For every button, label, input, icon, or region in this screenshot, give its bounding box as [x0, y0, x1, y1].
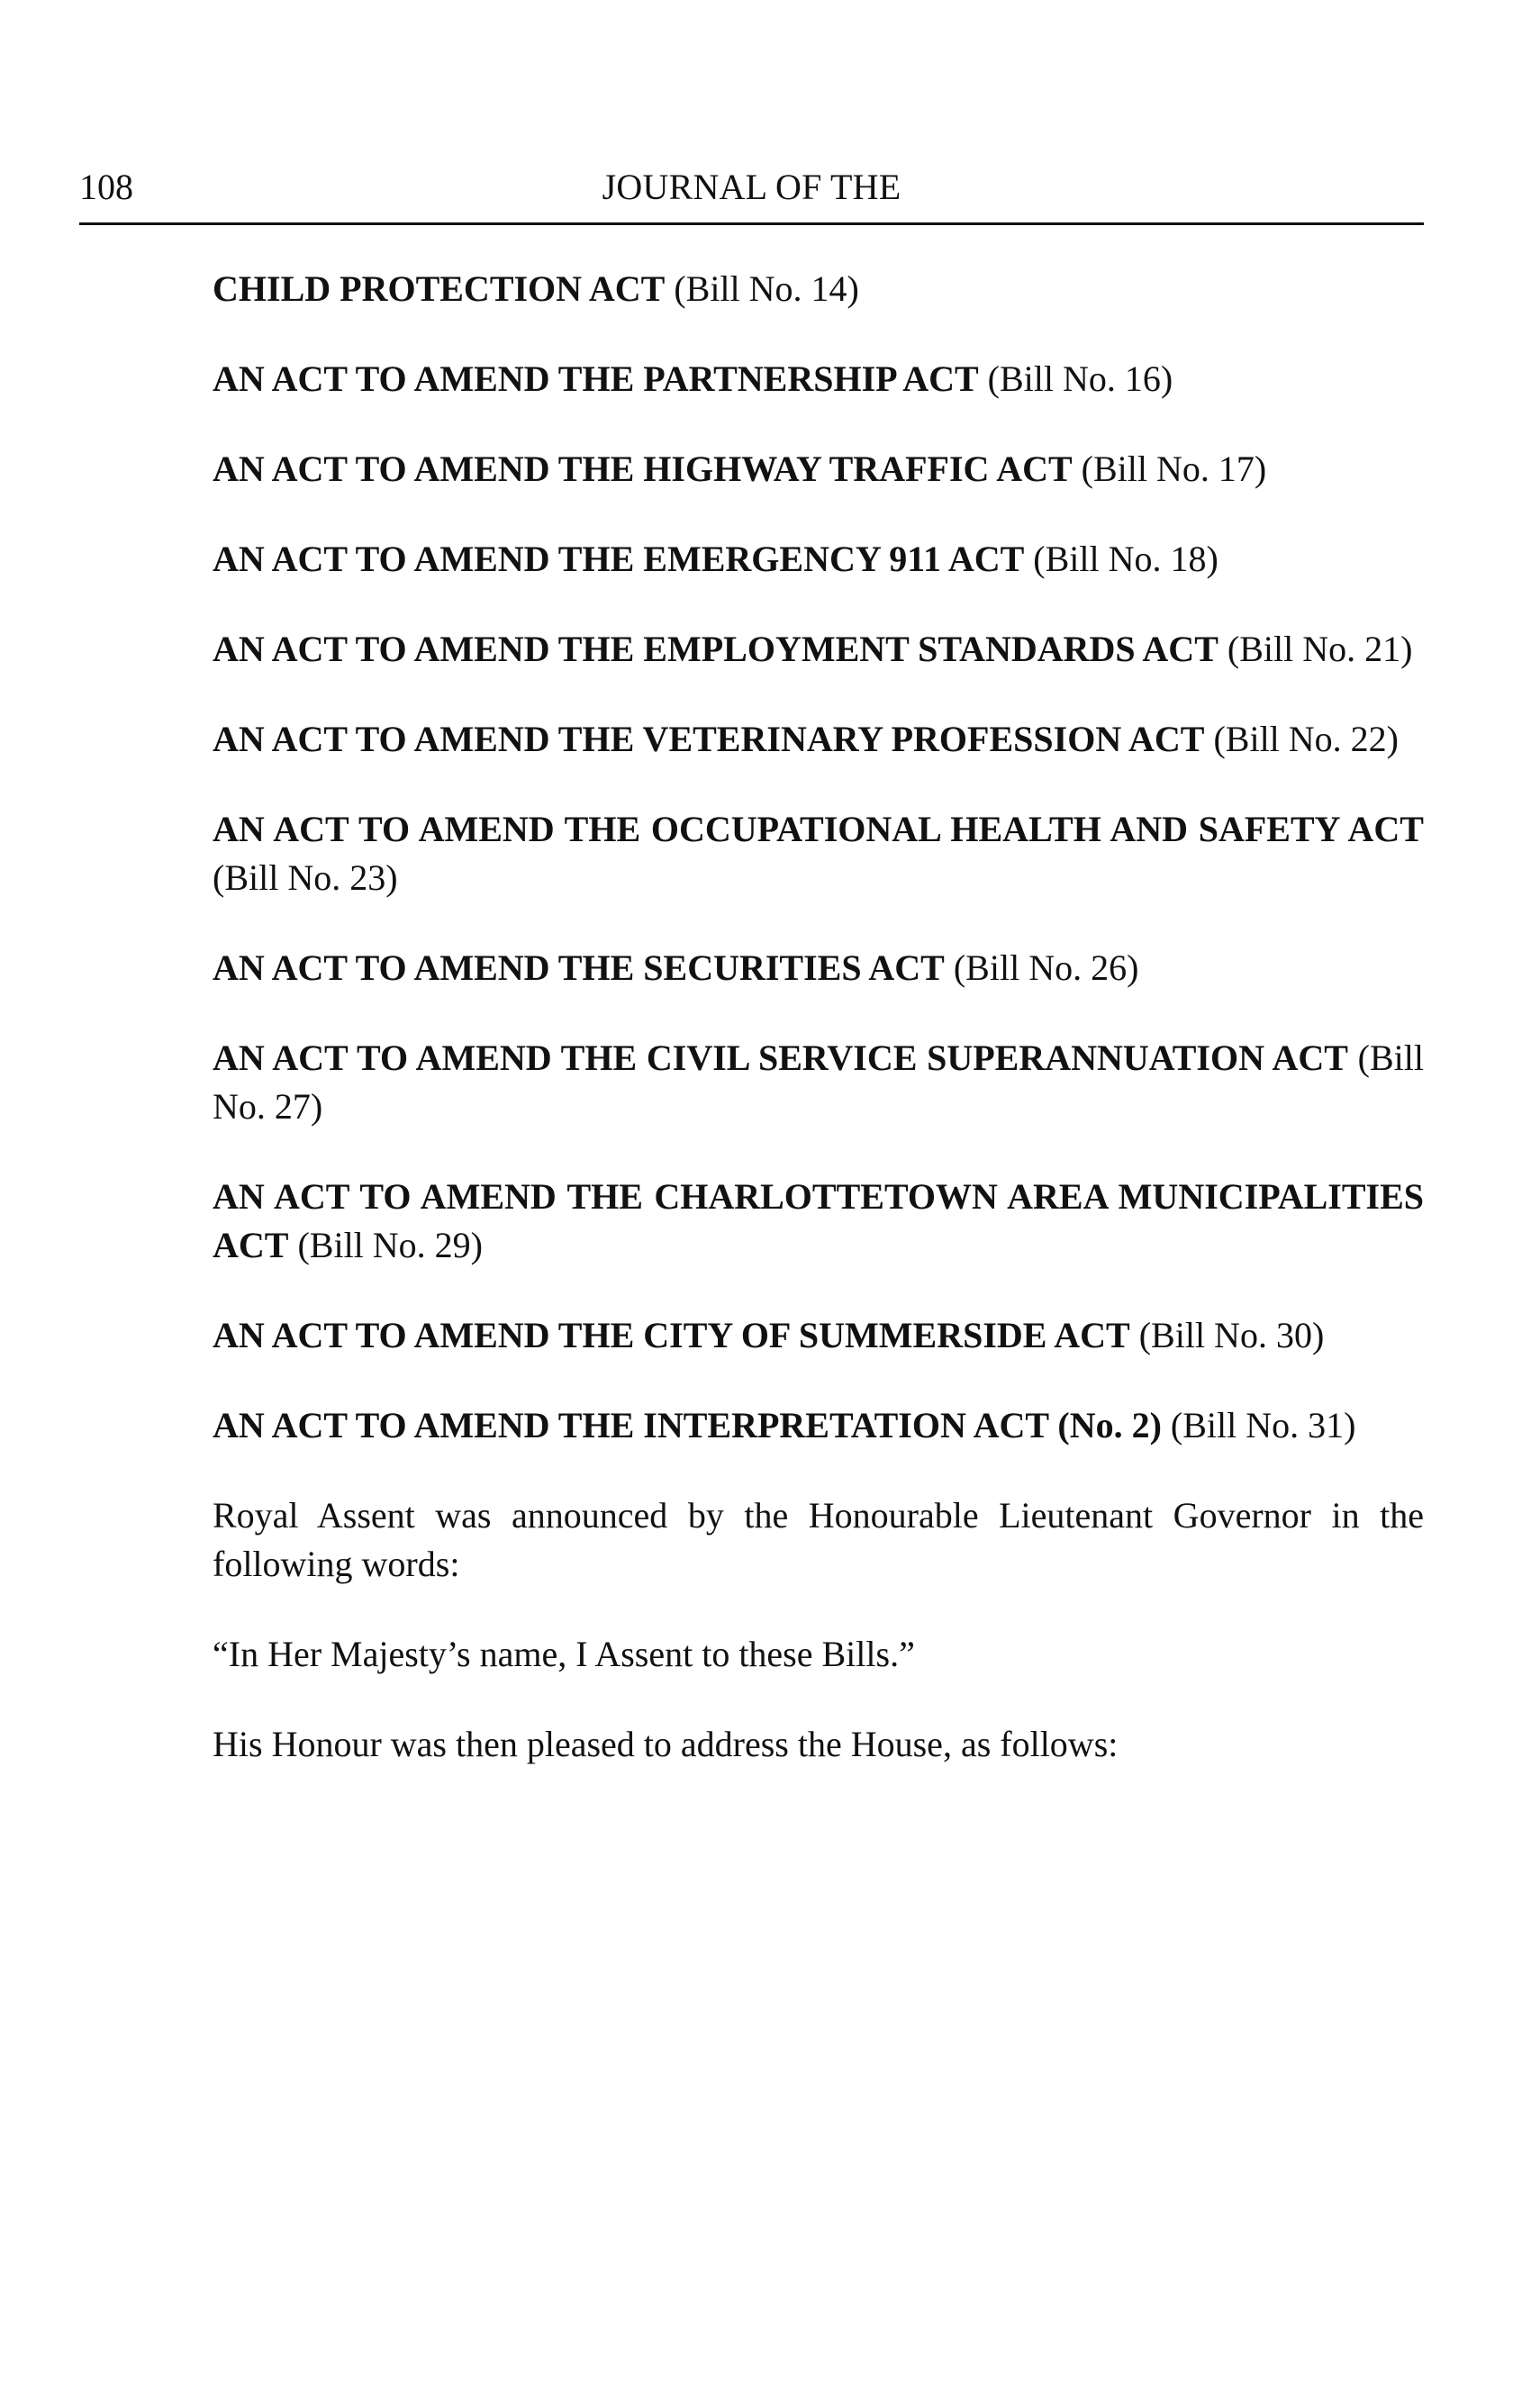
bill-entry: [213, 715, 1424, 764]
bill-title: AN ACT TO AMEND THE OCCUPATIONAL HEALTH AND SAFETY ACT: [213, 809, 1424, 849]
bill-number: (Bill No. 23): [213, 857, 398, 898]
bill-number: (Bill No. 21): [1227, 629, 1413, 669]
bill-entry: [213, 625, 1424, 674]
bill-entry: [213, 1401, 1424, 1450]
bill-entry: [213, 1034, 1424, 1131]
assent-quote: “In Her Majesty’s name, I Assent to these Bills.”: [213, 1634, 915, 1674]
bill-number: (Bill No. 26): [953, 947, 1139, 988]
bill-entry: [213, 805, 1424, 902]
journal-content: [213, 265, 1424, 1810]
bill-entry: [213, 1311, 1424, 1360]
bill-title: AN ACT TO AMEND THE HIGHWAY TRAFFIC ACT: [213, 448, 1073, 489]
bill-title: CHILD PROTECTION ACT: [213, 268, 666, 309]
running-head: JOURNAL OF THE: [602, 167, 901, 207]
bill-number: (Bill No. 29): [297, 1225, 483, 1265]
bill-title: AN ACT TO AMEND THE CITY OF SUMMERSIDE ACT: [213, 1315, 1130, 1355]
address-paragraph: His Honour was then pleased to address the House, as follows:: [213, 1724, 1119, 1764]
bill-number: (Bill No. 30): [1138, 1315, 1325, 1355]
bill-entry: [213, 944, 1424, 992]
bill-title: AN ACT TO AMEND THE CIVIL SERVICE SUPERANNUATION ACT: [213, 1037, 1348, 1078]
royal-assent-paragraph: Royal Assent was announced by the Honourable Lieutenant Governor in the following words:: [213, 1495, 1424, 1584]
bill-title: AN ACT TO AMEND THE PARTNERSHIP ACT: [213, 358, 979, 399]
bill-number: (Bill No. 14): [674, 268, 859, 309]
bill-title: AN ACT TO AMEND THE EMPLOYMENT STANDARDS ACT: [213, 629, 1218, 669]
bill-number: (Bill No. 22): [1213, 719, 1399, 759]
bill-number: (Bill No. 31): [1170, 1405, 1356, 1445]
bill-entry: [213, 355, 1424, 403]
bill-title: AN ACT TO AMEND THE INTERPRETATION ACT (No. 2): [213, 1405, 1162, 1445]
bill-title: AN ACT TO AMEND THE SECURITIES ACT: [213, 947, 945, 988]
bill-number: (Bill No. 16): [987, 358, 1173, 399]
bill-entry: [213, 445, 1424, 494]
bill-title: AN ACT TO AMEND THE EMERGENCY 911 ACT: [213, 539, 1025, 579]
page-header: [79, 165, 1424, 225]
bill-number: (Bill No. 17): [1081, 448, 1267, 489]
bill-title: AN ACT TO AMEND THE CHARLOTTETOWN AREA MUNICIPALITIES ACT: [213, 1176, 1424, 1265]
bill-entry: [213, 265, 1424, 313]
bill-number: (Bill No. 27): [213, 1037, 1424, 1127]
bill-title: AN ACT TO AMEND THE VETERINARY PROFESSION ACT: [213, 719, 1205, 759]
bill-entry: [213, 1173, 1424, 1270]
bill-number: (Bill No. 18): [1033, 539, 1218, 579]
page-number: 108: [79, 167, 133, 207]
bill-entry: [213, 535, 1424, 584]
